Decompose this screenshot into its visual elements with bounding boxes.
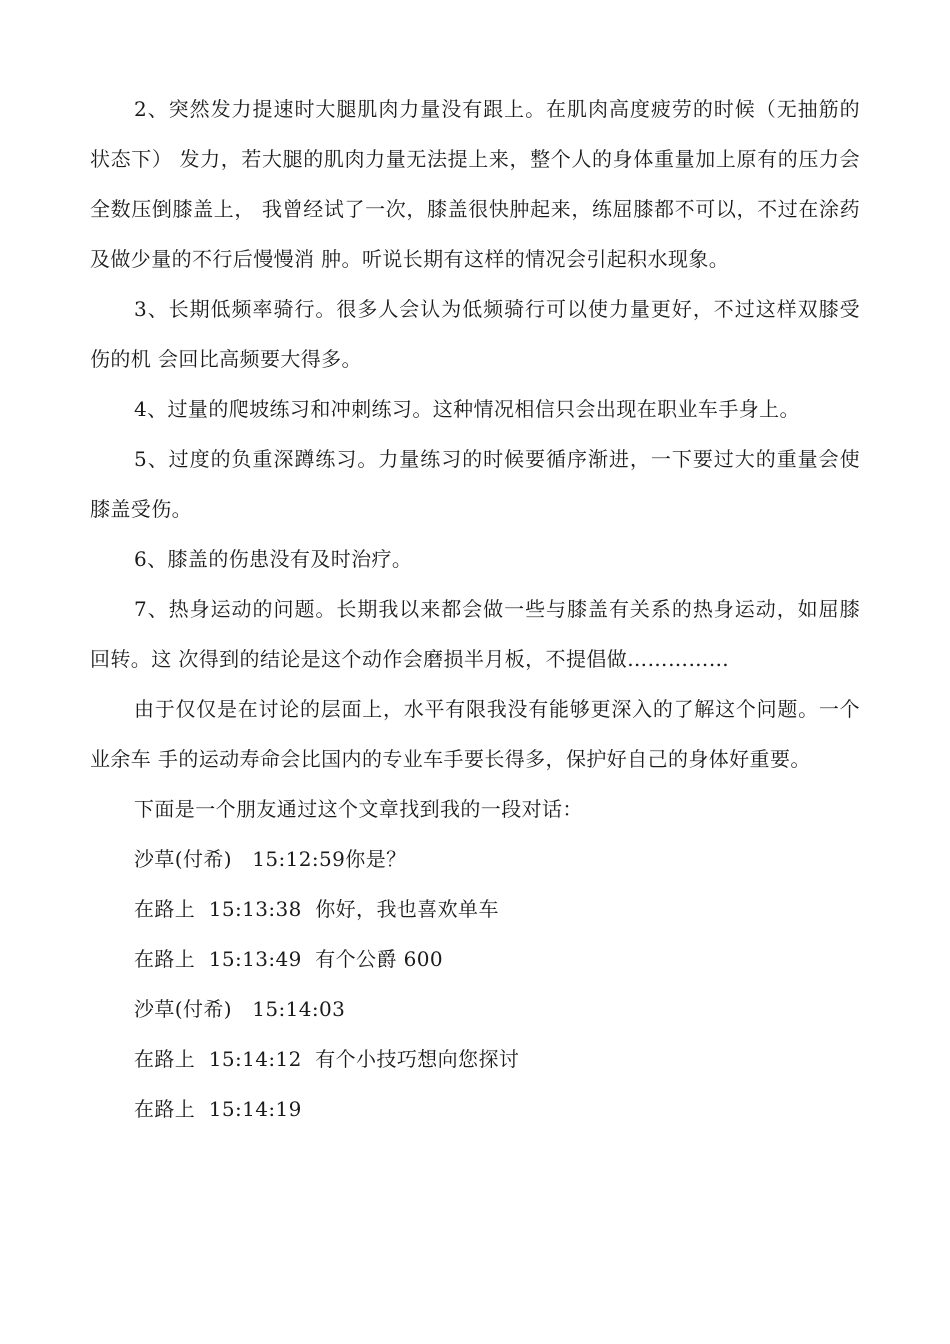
chat-line: 沙草(付希) 15:14:03 [134,997,346,1021]
chat-line: 在路上 15:13:49 有个公爵 600 [134,947,443,971]
paragraph-cause-4: 4、过量的爬坡练习和冲刺练习。这种情况相信只会出现在职业车手身上。 [134,397,800,421]
paragraph-chat-intro: 下面是一个朋友通过这个文章找到我的一段对话： [134,797,583,821]
paragraph-cause-7: 7、热身运动的问题。长期我以来都会做一些与膝盖有关系的热身运动，如屈膝回转。这 次得到的结论是这个动作会磨损半月板，不提倡做…………… [90,597,860,671]
paragraph-conclusion: 由于仅仅是在讨论的层面上，水平有限我没有能够更深入的了解这个问题。一个业余车 手的运动寿命会比国内的专业车手要长得多，保护好自己的身体好重要。 [90,697,860,771]
paragraph-cause-5: 5、过度的负重深蹲练习。力量练习的时候要循序渐进，一下要过大的重量会使膝盖受伤。 [90,447,860,521]
document-body [90,84,860,1134]
chat-line: 沙草(付希) 15:12:59你是？ [134,847,407,871]
paragraph-cause-2: 2、突然发力提速时大腿肌肉力量没有跟上。在肌肉高度疲劳的时候（无抽筋的状态下） 发力，若大腿的肌肉力量无法提上来，整个人的身体重量加上原有的压力会全数压倒膝盖上， 我曾经试了一次，膝盖很快肿起来，练屈膝都不可以，不过在涂药及做少量的不行后慢慢消 肿。听说长期有这样的情况会引起积水现象。 [90,97,860,271]
chat-line: 在路上 15:14:19 [134,1097,302,1121]
chat-line: 在路上 15:13:38 你好，我也喜欢单车 [134,897,499,921]
paragraph-cause-6: 6、膝盖的伤患没有及时治疗。 [134,547,413,571]
paragraph-cause-3: 3、长期低频率骑行。很多人会认为低频骑行可以使力量更好，不过这样双膝受伤的机 会回比高频要大得多。 [90,297,860,371]
chat-line: 在路上 15:14:12 有个小技巧想向您探讨 [134,1047,520,1071]
